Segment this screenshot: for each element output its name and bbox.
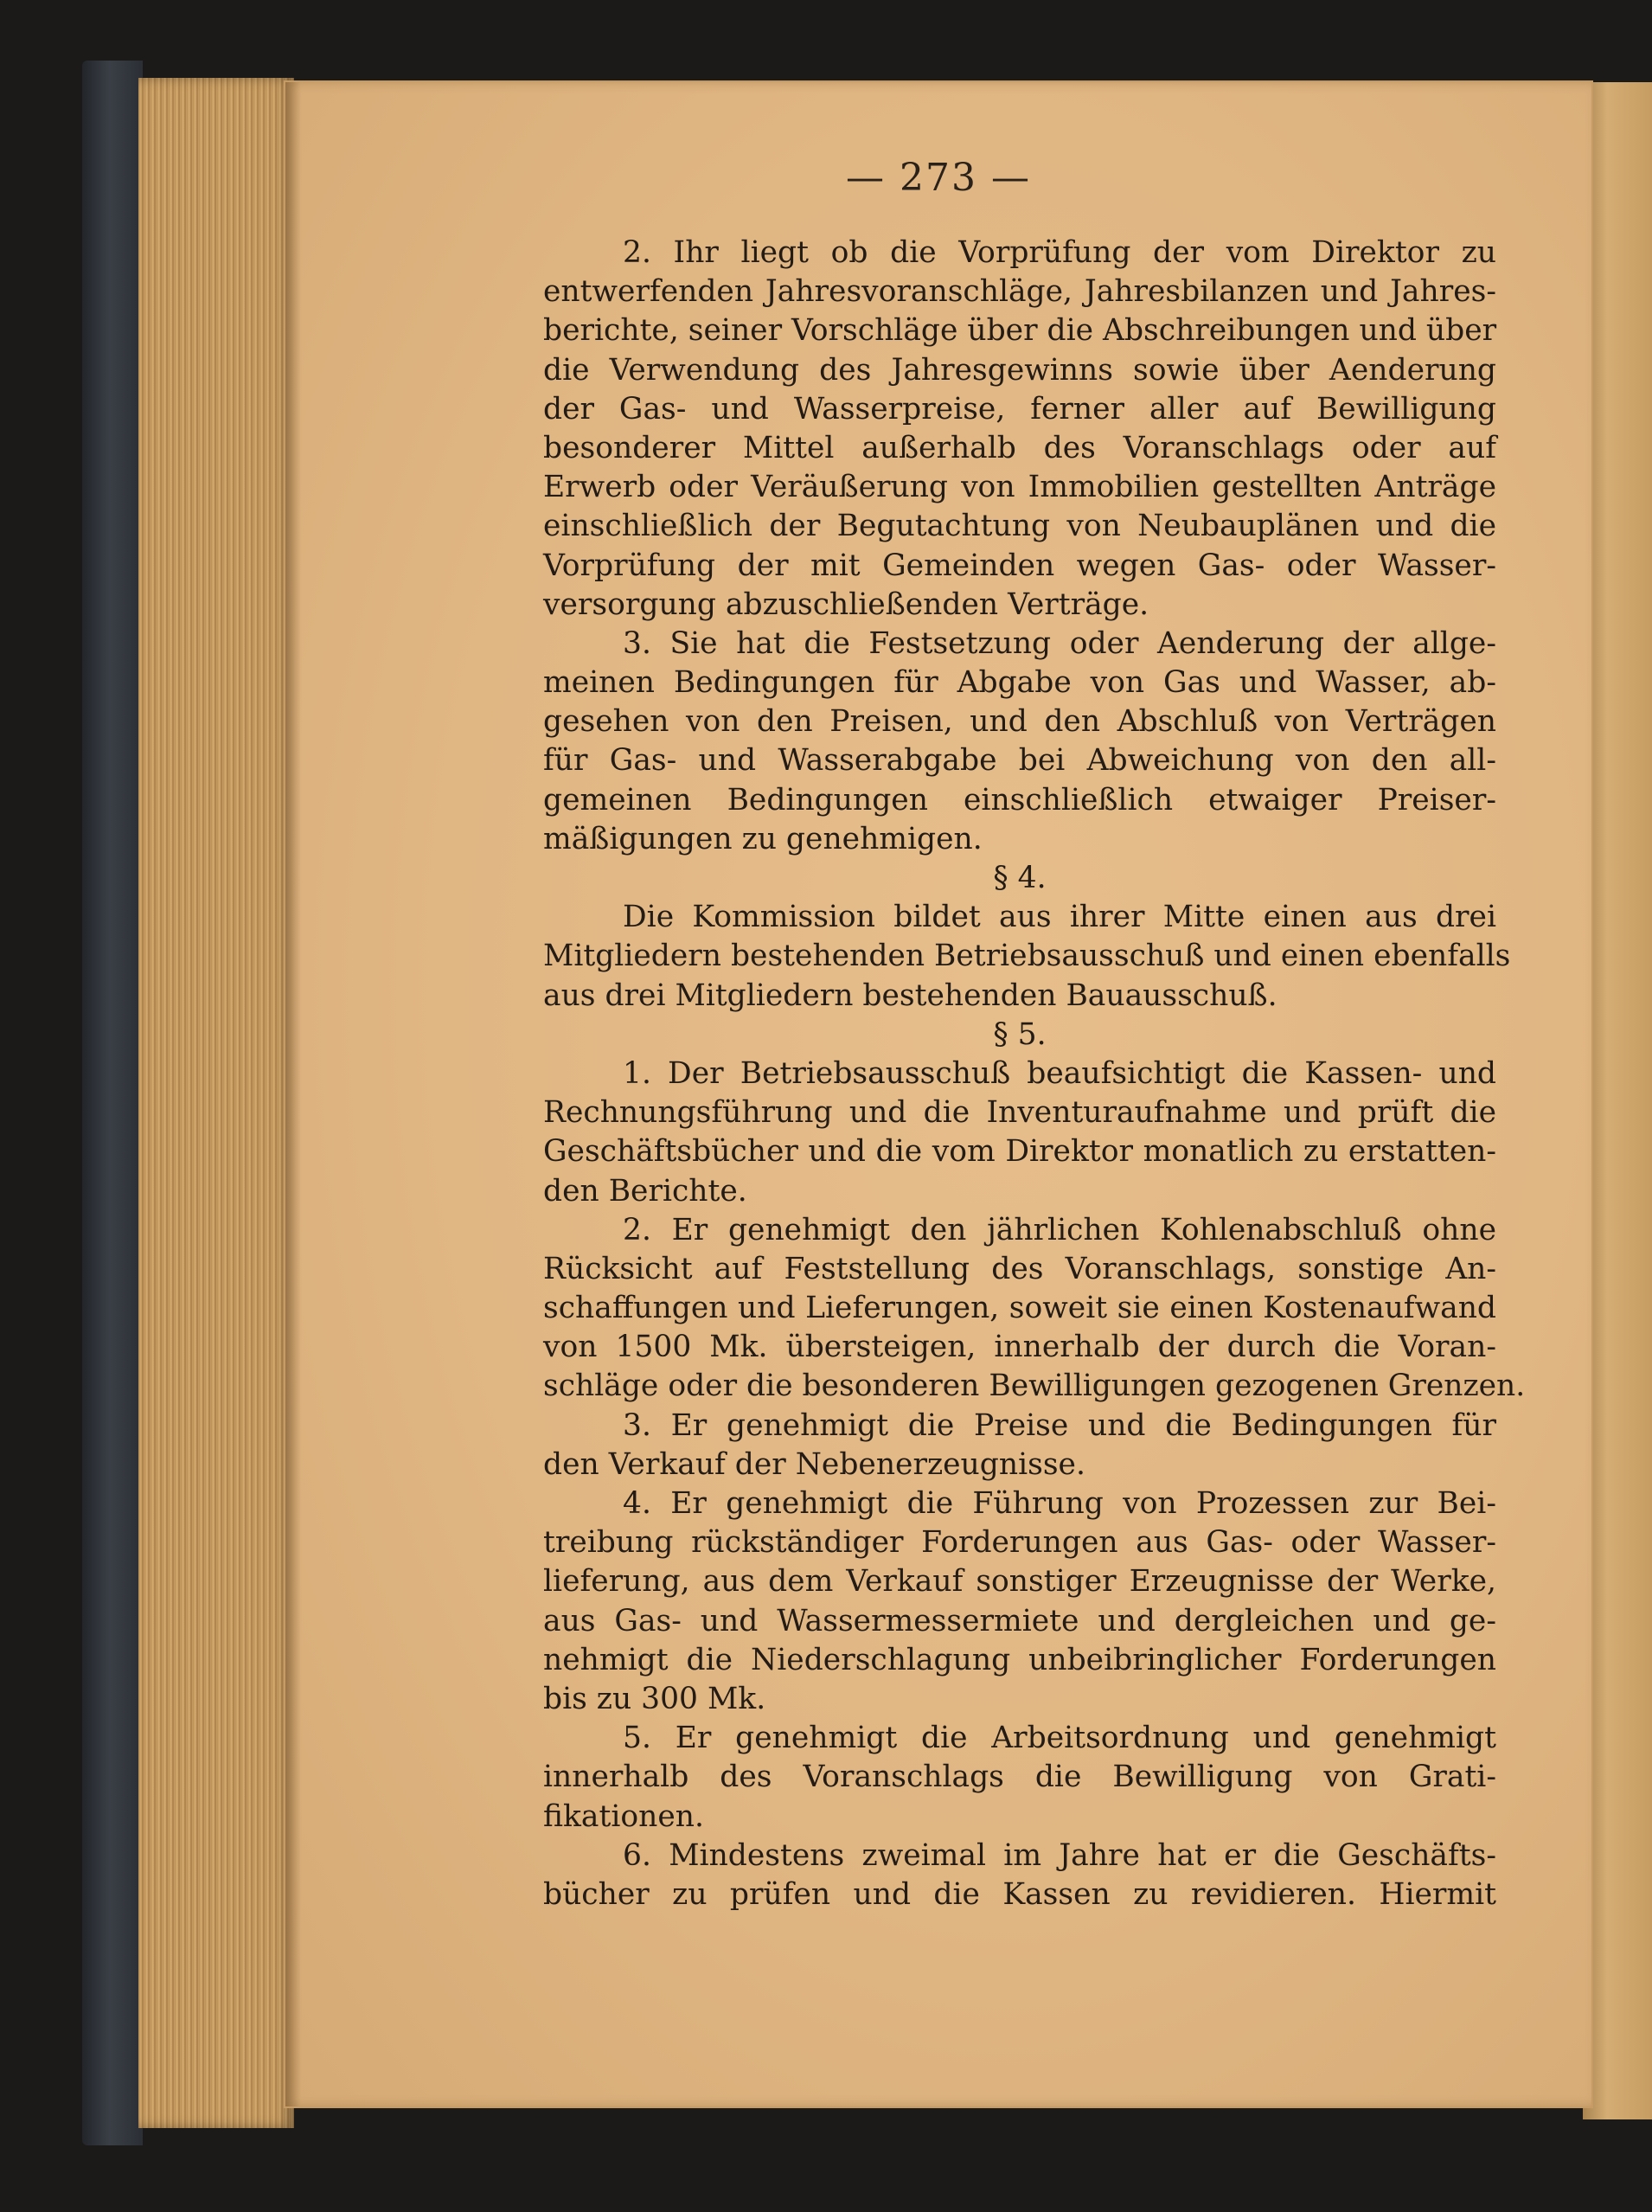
text-line: mäßigungen zu genehmigen.: [543, 821, 983, 856]
text-line: den Verkauf der Nebenerzeugnisse.: [543, 1446, 1085, 1482]
text-line: aus Gas- und Wassermessermiete und dergleichen und ge-: [543, 1603, 1496, 1638]
text-line: treibung rückständiger Forderungen aus Gas- oder Wasser-: [543, 1525, 1496, 1561]
page-gutter-shadow: [285, 82, 301, 2106]
page-text-block: [543, 234, 1526, 1914]
text-line: 6. Mindestens zweimal im Jahre hat er die Geschäfts-: [623, 1837, 1496, 1873]
text-line: nehmigt die Niederschlagung unbeibringlicher Forderungen: [543, 1642, 1496, 1677]
text-line: schläge oder die besonderen Bewilligungen gezogenen Grenzen.: [543, 1369, 1526, 1404]
text-line: bis zu 300 Mk.: [543, 1681, 766, 1716]
text-line: für Gas- und Wasserabgabe bei Abweichung von den all-: [543, 743, 1496, 779]
text-line: entwerfenden Jahresvoranschläge, Jahresbilanzen und Jahres-: [543, 274, 1496, 310]
text-line: schaffungen und Lieferungen, soweit sie einen Kostenaufwand: [543, 1291, 1496, 1326]
text-line: der Gas- und Wasserpreise, ferner aller auf Bewilligung: [543, 391, 1496, 426]
facing-page-edge: [1583, 82, 1652, 2119]
text-line: Geschäftsbücher und die vom Direktor monatlich zu erstatten-: [543, 1134, 1496, 1170]
text-line: lieferung, aus dem Verkauf sonstiger Erzeugnisse der Werke,: [543, 1564, 1496, 1600]
text-line: 2. Er genehmigt den jährlichen Kohlenabschluß ohne: [623, 1212, 1496, 1247]
text-line: Rechnungsführung und die Inventuraufnahme und prüft die: [543, 1095, 1496, 1131]
text-line: 4. Er genehmigt die Führung von Prozessen zur Bei-: [623, 1486, 1496, 1521]
text-line: 5. Er genehmigt die Arbeitsordnung und genehmigt: [623, 1721, 1496, 1756]
text-line: berichte, seiner Vorschläge über die Abschreibungen und über: [543, 313, 1497, 349]
text-line: fikationen.: [543, 1798, 704, 1834]
text-line: 3. Er genehmigt die Preise und die Bedingungen für: [623, 1407, 1496, 1443]
text-line: 1. Der Betriebsausschuß beaufsichtigt die Kassen- und: [623, 1055, 1496, 1091]
page-number: — 273 —: [846, 156, 1031, 200]
book-cover-edge: [82, 61, 143, 2145]
text-line: meinen Bedingungen für Abgabe von Gas und Wasser, ab-: [543, 665, 1496, 701]
text-line: Mitgliedern bestehenden Betriebsausschuß und einen ebenfalls: [543, 939, 1511, 974]
text-line: Erwerb oder Veräußerung von Immobilien gestellten Anträge: [543, 470, 1496, 505]
text-line: Die Kommission bildet aus ihrer Mitte einen aus drei: [623, 900, 1496, 935]
page-stack-edge: [138, 78, 294, 2128]
text-line: Vorprüfung der mit Gemeinden wegen Gas- oder Wasser-: [543, 548, 1496, 583]
text-line: gemeinen Bedingungen einschließlich etwaiger Preiser-: [543, 782, 1496, 817]
section-heading: § 5.: [993, 1016, 1047, 1052]
text-line: versorgung abzuschließenden Verträge.: [543, 587, 1149, 622]
text-line: bücher zu prüfen und die Kassen zu revidieren. Hiermit: [543, 1876, 1496, 1912]
text-line: den Berichte.: [543, 1173, 747, 1209]
text-line: einschließlich der Begutachtung von Neubauplänen und die: [543, 509, 1496, 544]
text-line: innerhalb des Voranschlags die Bewilligung von Grati-: [543, 1760, 1496, 1795]
text-line: 2. Ihr liegt ob die Vorprüfung der vom Direktor zu: [623, 235, 1496, 270]
text-line: die Verwendung des Jahresgewinns sowie über Aenderung: [543, 352, 1496, 388]
section-heading: § 4.: [993, 861, 1047, 895]
text-line: besonderer Mittel außerhalb des Voranschlags oder auf: [543, 430, 1496, 465]
text-line: aus drei Mitgliedern bestehenden Bauausschuß.: [543, 978, 1277, 1013]
text-line: 3. Sie hat die Festsetzung oder Aenderung der allge-: [623, 625, 1496, 661]
text-line: gesehen von den Preisen, und den Abschluß von Verträgen: [543, 704, 1496, 740]
text-line: Rücksicht auf Feststellung des Voranschlags, sonstige An-: [543, 1251, 1496, 1286]
text-line: von 1500 Mk. übersteigen, innerhalb der durch die Voran-: [543, 1330, 1496, 1365]
